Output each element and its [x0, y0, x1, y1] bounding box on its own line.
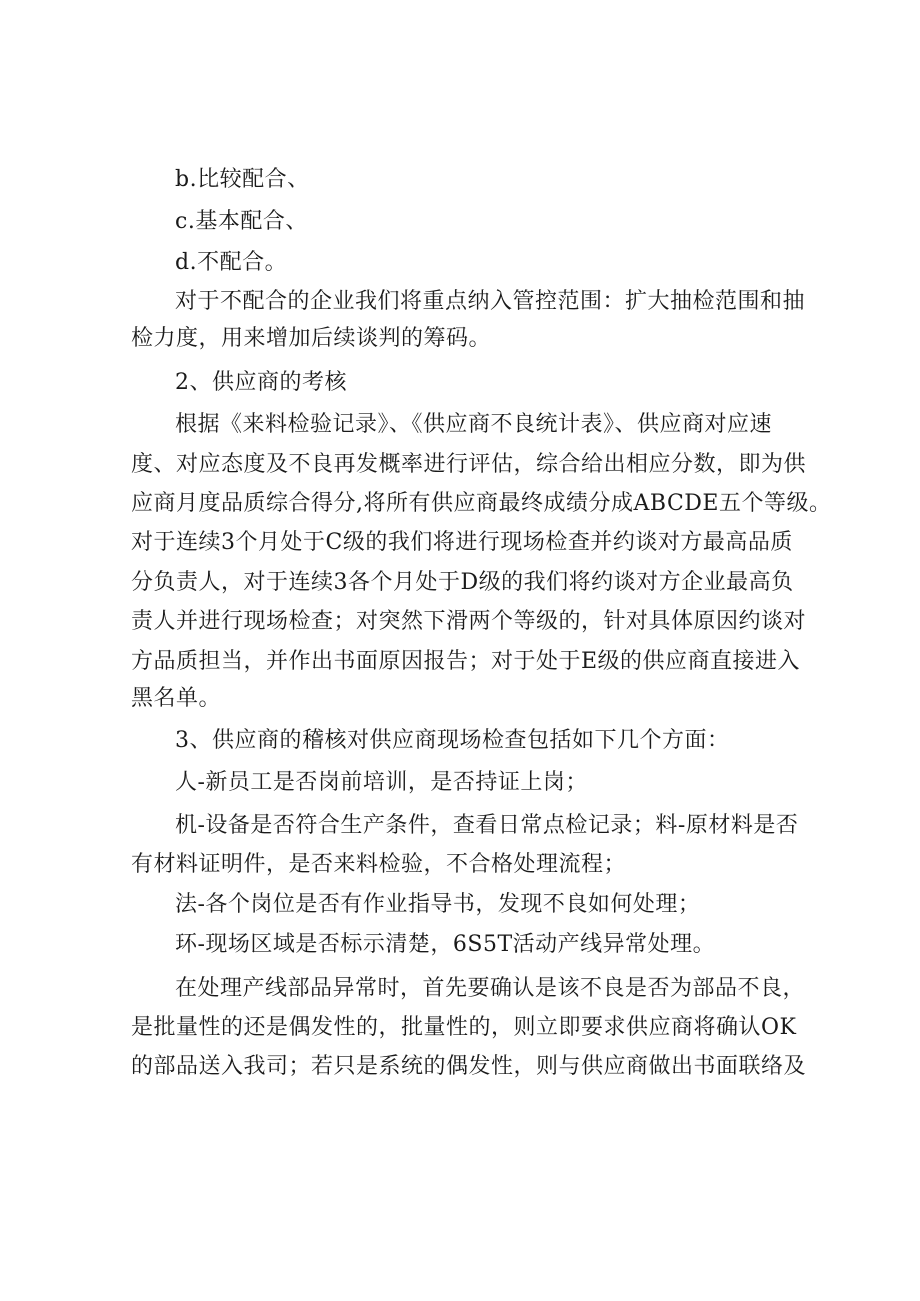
list-item-people: 人-新员工是否岗前培训，是否持证上岗；: [175, 770, 588, 795]
paragraph-line: 责人并进行现场检查；对突然下滑两个等级的，针对具体原因约谈对: [131, 609, 807, 634]
section-heading-2: 2、供应商的考核: [175, 370, 347, 395]
paragraph-line: 在处理产线部品异常时，首先要确认是该不良是否为部品不良，: [175, 976, 806, 1001]
list-item-c: c.基本配合、: [175, 209, 308, 234]
list-item-b: b.比较配合、: [175, 167, 310, 192]
paragraph-line: 有材料证明件，是否来料检验，不合格处理流程；: [131, 852, 627, 877]
list-item-d: d.不配合。: [175, 250, 288, 275]
list-item-machine: 机-设备是否符合生产条件，查看日常点检记录；料-原材料是否: [175, 813, 799, 838]
paragraph-line: 分负责人，对于连续3各个月处于D级的我们将约谈对方企业最高负: [131, 570, 794, 595]
list-item-method: 法-各个岗位是否有作业指导书，发现不良如何处理；: [175, 892, 701, 917]
paragraph-line: 检力度，用来增加后续谈判的筹码。: [131, 326, 492, 351]
paragraph-line: 的部品送入我司；若只是系统的偶发性，则与供应商做出书面联络及: [131, 1054, 807, 1079]
section-heading-3: 3、供应商的稽核对供应商现场检查包括如下几个方面：: [175, 728, 730, 753]
paragraph-line: 应商月度品质综合得分,将所有供应商最终成绩分成ABCDE五个等级。: [131, 491, 832, 516]
list-item-environment: 环-现场区域是否标示清楚，6S5T活动产线异常处理。: [175, 932, 716, 957]
paragraph-line: 黑名单。: [131, 686, 222, 711]
paragraph-line: 对于连续3个月处于C级的我们将进行现场检查并约谈对方最高品质: [131, 530, 793, 555]
paragraph-line: 方品质担当，并作出书面原因报告；对于处于E级的供应商直接进入: [131, 649, 801, 674]
paragraph-line: 根据《来料检验记录》、《供应商不良统计表》、供应商对应速: [175, 412, 773, 437]
paragraph-line: 对于不配合的企业我们将重点纳入管控范围：扩大抽检范围和抽: [175, 289, 806, 314]
paragraph-line: 是批量性的还是偶发性的，批量性的，则立即要求供应商将确认OK: [131, 1015, 797, 1040]
paragraph-line: 度、对应态度及不良再发概率进行评估，综合给出相应分数，即为供: [131, 452, 807, 477]
